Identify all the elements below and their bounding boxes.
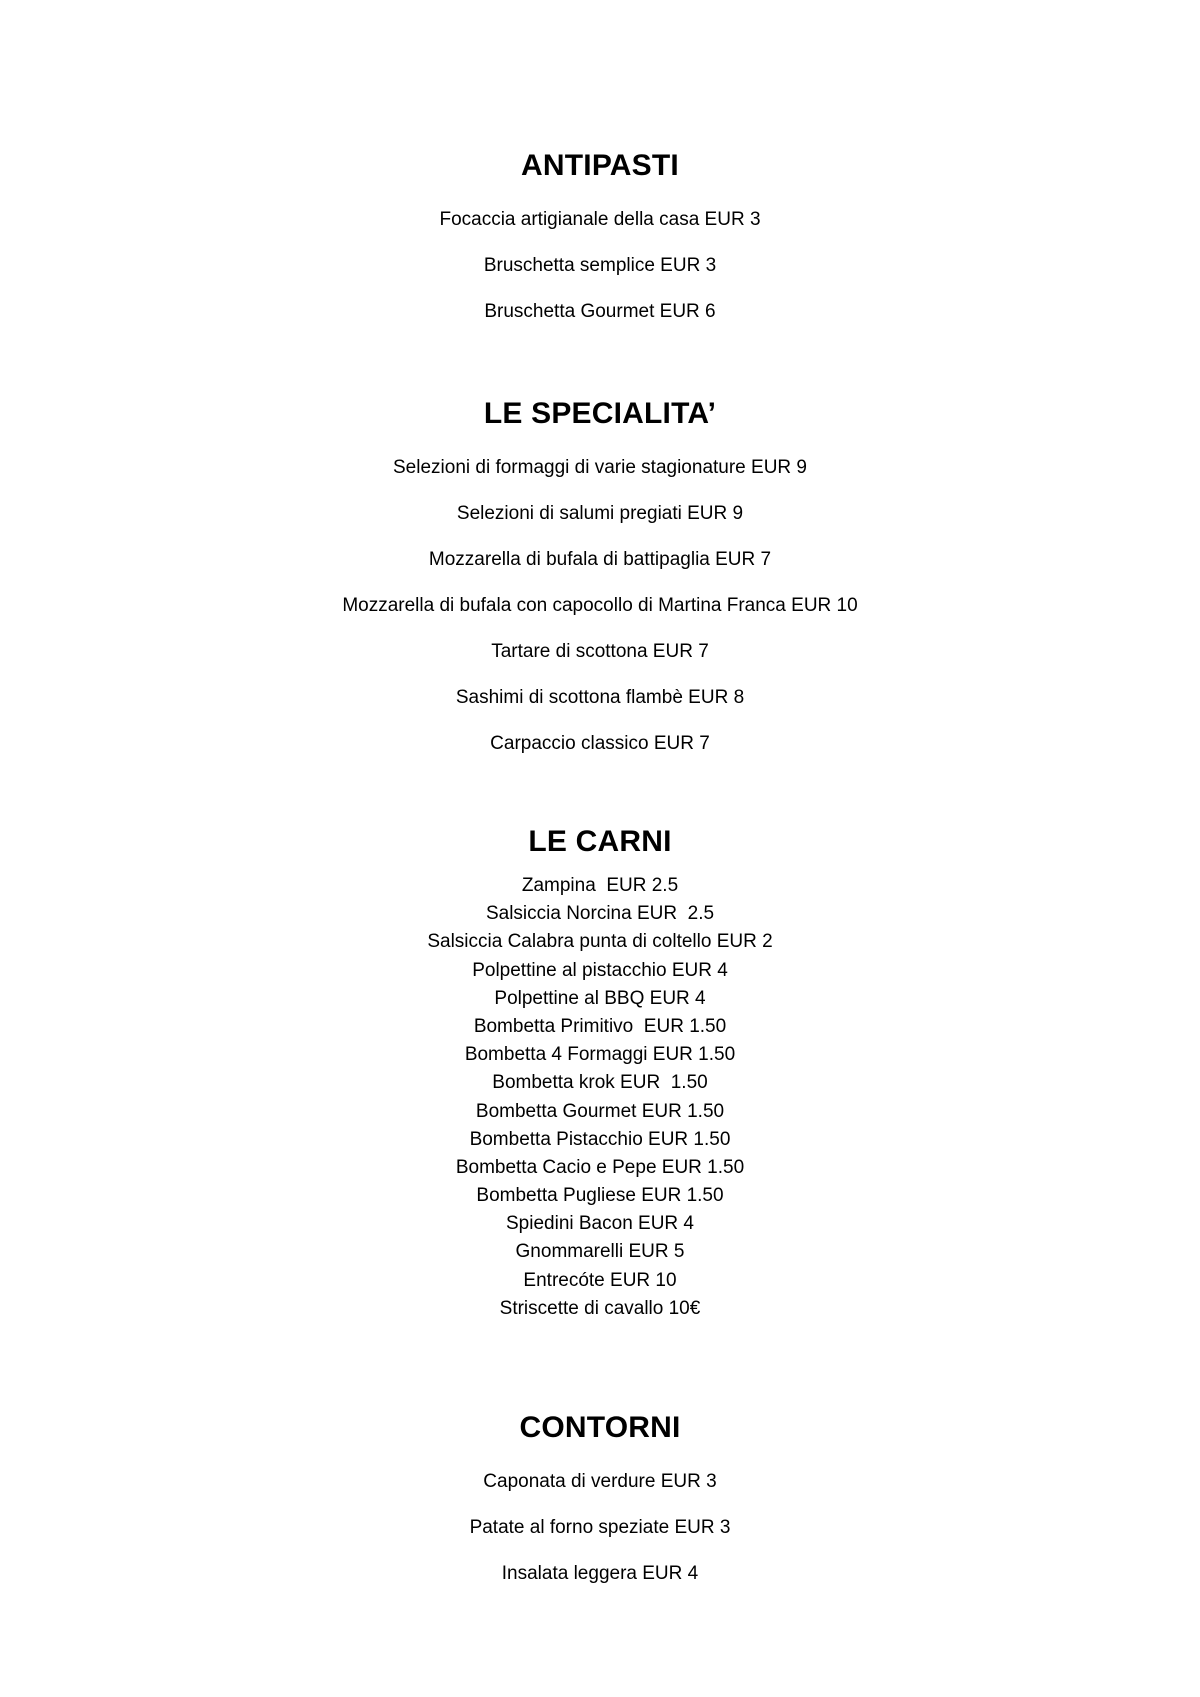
section-carni bbox=[0, 824, 1200, 1323]
menu-item: Striscette di cavallo 10€ bbox=[499, 1297, 701, 1319]
section-title: LE SPECIALITA’ bbox=[483, 397, 717, 430]
menu-item: Focaccia artigianale della casa EUR 3 bbox=[439, 209, 761, 230]
menu-item: Bombetta Cacio e Pepe EUR 1.50 bbox=[455, 1156, 745, 1178]
menu-item: Mozzarella di bufala di battipaglia EUR 7 bbox=[428, 549, 772, 570]
menu-item-list bbox=[0, 445, 1200, 767]
menu-item: Polpettine al pistacchio EUR 4 bbox=[472, 959, 728, 981]
menu-item: Salsiccia Calabra punta di coltello EUR 2 bbox=[427, 931, 773, 953]
section-specialita bbox=[0, 396, 1200, 767]
menu-item-list bbox=[0, 1459, 1200, 1597]
menu-item: Mozzarella di bufala con capocollo di Martina Franca EUR 10 bbox=[342, 595, 858, 616]
menu-item: Selezioni di salumi pregiati EUR 9 bbox=[456, 503, 744, 524]
menu-item: Bombetta Gourmet EUR 1.50 bbox=[475, 1100, 725, 1122]
menu-item-list bbox=[0, 872, 1200, 1323]
menu-item: Salsiccia Norcina EUR 2.5 bbox=[485, 903, 715, 925]
section-title: LE CARNI bbox=[528, 825, 672, 858]
menu-item: Zampina EUR 2.5 bbox=[521, 875, 679, 896]
menu-item: Bombetta Pistacchio EUR 1.50 bbox=[469, 1128, 731, 1150]
menu-item: Spiedini Bacon EUR 4 bbox=[506, 1213, 694, 1235]
menu-item: Bombetta krok EUR 1.50 bbox=[492, 1072, 708, 1094]
menu-item: Selezioni di formaggi di varie stagionature EUR 9 bbox=[393, 457, 807, 478]
menu-item: Insalata leggera EUR 4 bbox=[501, 1563, 699, 1584]
section-title: CONTORNI bbox=[519, 1411, 681, 1444]
menu-item: Tartare di scottona EUR 7 bbox=[491, 641, 709, 662]
section-title: ANTIPASTI bbox=[521, 149, 679, 182]
section-contorni bbox=[0, 1410, 1200, 1597]
menu-item: Bombetta Primitivo EUR 1.50 bbox=[473, 1015, 727, 1037]
menu-item: Caponata di verdure EUR 3 bbox=[483, 1471, 717, 1492]
menu-item-list bbox=[0, 197, 1200, 335]
menu-item: Bombetta 4 Formaggi EUR 1.50 bbox=[464, 1044, 736, 1066]
menu-item: Polpettine al BBQ EUR 4 bbox=[494, 987, 706, 1009]
menu-item: Patate al forno speziate EUR 3 bbox=[469, 1517, 731, 1538]
menu-item: Bruschetta Gourmet EUR 6 bbox=[484, 301, 716, 322]
menu-item: Bruschetta semplice EUR 3 bbox=[483, 255, 717, 276]
menu-item: Sashimi di scottona flambè EUR 8 bbox=[455, 687, 745, 708]
menu-item: Bombetta Pugliese EUR 1.50 bbox=[476, 1185, 724, 1207]
menu-item: Entrecóte EUR 10 bbox=[523, 1269, 677, 1291]
menu-item: Gnommarelli EUR 5 bbox=[515, 1241, 685, 1263]
menu-item: Carpaccio classico EUR 7 bbox=[490, 733, 710, 754]
section-antipasti bbox=[0, 148, 1200, 335]
